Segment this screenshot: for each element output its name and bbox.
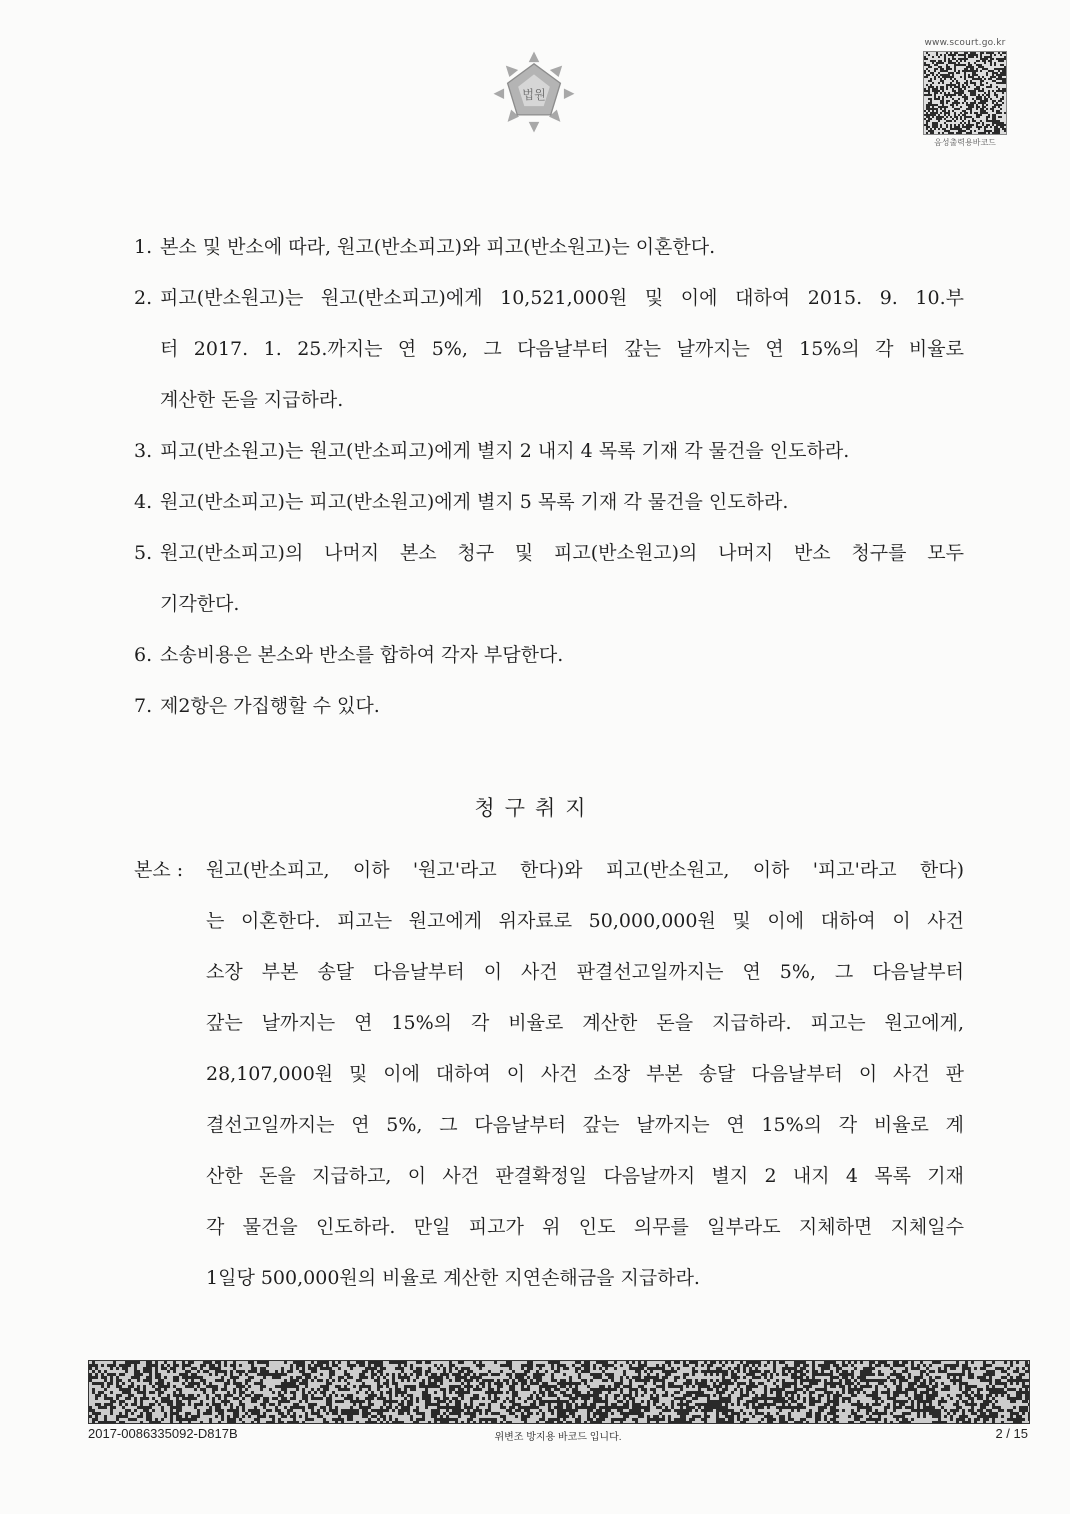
item-line: 제2항은 가집행할 수 있다. (160, 695, 380, 717)
claim-block (134, 845, 964, 1304)
barcode-caption: 위변조 방지용 바코드 입니다. (494, 1432, 622, 1443)
judgment-item (134, 426, 964, 477)
item-line: 원고(반소피고)의 나머지 본소 청구 및 피고(반소원고)의 나머지 반소 청구를 모두 (160, 542, 964, 564)
item-number: 3. (134, 440, 153, 462)
qr-caption: 음성출력용바코드 (934, 138, 996, 147)
claim-line: 소장 부본 송달 다음날부터 이 사건 판결선고일까지는 연 5%, 그 다음날부터 (206, 961, 964, 983)
qr-code-icon (923, 51, 1007, 135)
document-id: 2017-0086335092-D817B (88, 1426, 238, 1441)
item-line: 계산한 돈을 지급하라. (160, 389, 344, 411)
claim-line: 1일당 500,000원의 비율로 계산한 지연손해금을 지급하라. (206, 1267, 700, 1289)
item-line: 기각한다. (160, 593, 240, 615)
judgment-item (134, 477, 964, 528)
voice-barcode (920, 38, 1010, 148)
qr-url: www.scourt.go.kr (924, 38, 1006, 48)
item-line: 피고(반소원고)는 원고(반소피고)에게 10,521,000원 및 이에 대하여 2015. 9. 10.부 (160, 287, 964, 309)
judgment-item (134, 681, 964, 732)
item-line: 본소 및 반소에 따라, 원고(반소피고)와 피고(반소원고)는 이혼한다. (160, 236, 716, 258)
judgment-item (134, 630, 964, 681)
claim-label: 본소 : (134, 859, 184, 881)
item-line: 소송비용은 본소와 반소를 합하여 각자 부담한다. (160, 644, 564, 666)
page-number: 2 / 15 (995, 1426, 1028, 1441)
item-number: 5. (134, 542, 153, 564)
item-number: 7. (134, 695, 153, 717)
emblem-text: 법원 (522, 88, 546, 103)
claim-line: 는 이혼한다. 피고는 원고에게 위자료로 50,000,000원 및 이에 대하여 이 사건 (206, 910, 964, 932)
section-title: 청구취지 (474, 796, 596, 820)
item-number: 2. (134, 287, 153, 309)
judgment-item (134, 528, 964, 630)
item-line: 터 2017. 1. 25.까지는 연 5%, 그 다음날부터 갚는 날까지는 연 15%의 각 비율로 (160, 338, 964, 360)
item-line: 피고(반소원고)는 원고(반소피고)에게 별지 2 내지 4 목록 기재 각 물건을 인도하라. (160, 440, 850, 462)
claim-line: 원고(반소피고, 이하 '원고'라고 한다)와 피고(반소원고, 이하 '피고'라고 한다) (206, 859, 964, 881)
item-line: 원고(반소피고)는 피고(반소원고)에게 별지 5 목록 기재 각 물건을 인도하라. (160, 491, 789, 513)
claim-line: 결선고일까지는 연 5%, 그 다음날부터 갚는 날까지는 연 15%의 각 비율로 계 (206, 1114, 964, 1136)
court-emblem-icon (490, 48, 578, 136)
item-number: 1. (134, 236, 153, 258)
claim-line: 각 물건을 인도하라. 만일 피고가 위 인도 의무를 일부라도 지체하면 지체일수 (206, 1216, 964, 1238)
judgment-list (134, 222, 964, 732)
judgment-item (134, 222, 964, 273)
claim-line: 산한 돈을 지급하고, 이 사건 판결확정일 다음날까지 별지 2 내지 4 목록 기재 (206, 1165, 964, 1187)
claim-line: 28,107,000원 및 이에 대하여 이 사건 소장 부본 송달 다음날부터 이 사건 판 (206, 1063, 964, 1085)
claim-line: 갚는 날까지는 연 15%의 각 비율로 계산한 돈을 지급하라. 피고는 원고에게, (206, 1012, 964, 1034)
item-number: 4. (134, 491, 153, 513)
judgment-item (134, 273, 964, 426)
item-number: 6. (134, 644, 153, 666)
anti-forgery-barcode-icon (88, 1360, 1030, 1424)
